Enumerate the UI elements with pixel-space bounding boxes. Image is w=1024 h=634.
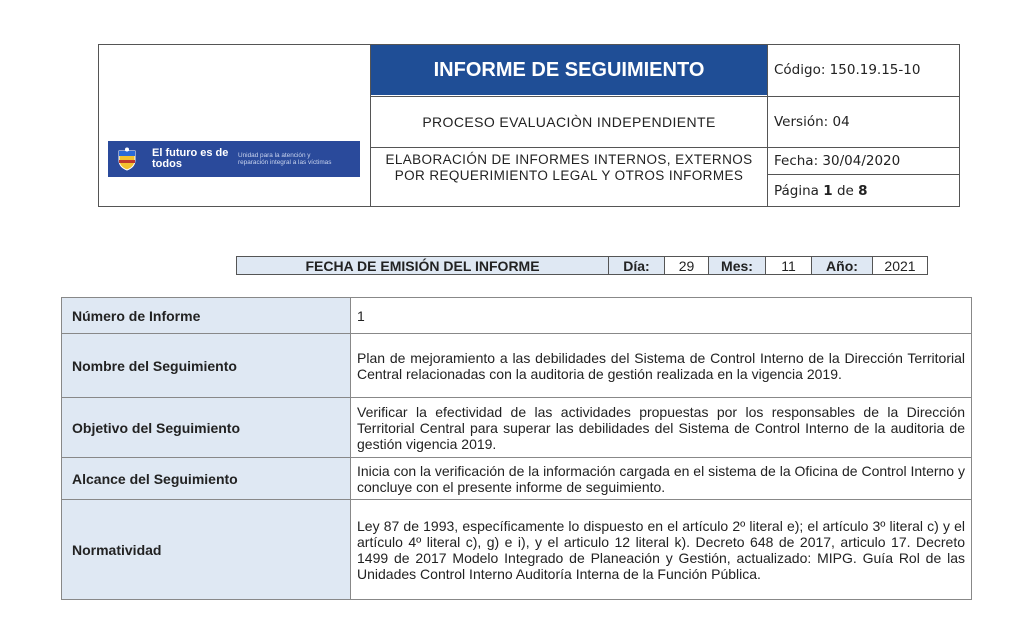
logo-slogan: El futuro es de todos bbox=[152, 147, 229, 170]
page-indicator bbox=[768, 174, 959, 206]
row-value: Plan de mejoramiento a las debilidades del Sistema de Control Interno de la Dirección Territorial Central relacionadas con la auditoria de gestión realizada en la vigencia 2019. bbox=[351, 334, 972, 398]
document-date: Fecha: 30/04/2020 bbox=[768, 147, 959, 173]
document-header bbox=[98, 44, 960, 207]
coat-of-arms-icon bbox=[116, 147, 138, 171]
table-row bbox=[62, 298, 972, 334]
subprocess-name: ELABORACIÓN DE INFORMES INTERNOS, EXTERNOS POR REQUERIMIENTO LEGAL Y OTROS INFORMES bbox=[371, 147, 767, 206]
day-value: 29 bbox=[665, 257, 709, 274]
row-label: Nombre del Seguimiento bbox=[62, 334, 351, 398]
day-label: Día: bbox=[609, 257, 665, 274]
row-label: Número de Informe bbox=[62, 298, 351, 334]
logo-agency: Unidad para la atención y reparación integral a las víctimas bbox=[238, 152, 332, 166]
page-prefix: Página bbox=[774, 182, 824, 199]
year-label: Año: bbox=[812, 257, 873, 274]
table-row bbox=[62, 458, 972, 500]
row-value: 1 bbox=[351, 298, 972, 334]
emission-date-strip bbox=[236, 256, 928, 275]
row-value: Verificar la efectividad de las actividades propuestas por los responsables de la Dirección Territorial Central para superar las debilidades del Sistema de Control Interno de la auditoria de gestión vigencia 2019. bbox=[351, 398, 972, 458]
page-of: de bbox=[832, 182, 859, 199]
report-details-table bbox=[61, 297, 972, 600]
row-value: Ley 87 de 1993, específicamente lo dispuesto en el artículo 2º literal e); el artículo 3º literal c) y el artículo 4º literal c), g) e i), y el articulo 12 literal k). Decreto 648 de 2017, articulo 17. Decreto 1499 de 2017 Modelo Integrado de Planeación y Gestión, actualizado: MIPG. Guía Rol de las Unidades Control Interno Auditoría Interna de la Función Pública. bbox=[351, 500, 972, 600]
page-total: 8 bbox=[858, 182, 868, 199]
process-name: PROCESO EVALUACIÒN INDEPENDIENTE bbox=[371, 96, 767, 147]
table-row bbox=[62, 334, 972, 398]
month-label: Mes: bbox=[709, 257, 766, 274]
emission-label: FECHA DE EMISIÓN DEL INFORME bbox=[237, 257, 609, 274]
table-row bbox=[62, 398, 972, 458]
agency-logo bbox=[108, 141, 360, 177]
logo-cell bbox=[99, 45, 371, 206]
document-title: INFORME DE SEGUIMIENTO bbox=[371, 45, 767, 95]
year-value: 2021 bbox=[873, 257, 927, 274]
page-current: 1 bbox=[823, 182, 833, 199]
month-value: 11 bbox=[766, 257, 812, 274]
table-row bbox=[62, 500, 972, 600]
row-label: Objetivo del Seguimiento bbox=[62, 398, 351, 458]
document-version: Versión: 04 bbox=[768, 96, 959, 146]
row-label: Normatividad bbox=[62, 500, 351, 600]
row-label: Alcance del Seguimiento bbox=[62, 458, 351, 500]
row-value: Inicia con la verificación de la información cargada en el sistema de la Oficina de Control Interno y concluye con el presente informe de seguimiento. bbox=[351, 458, 972, 500]
document-code: Código: 150.19.15-10 bbox=[774, 62, 921, 78]
